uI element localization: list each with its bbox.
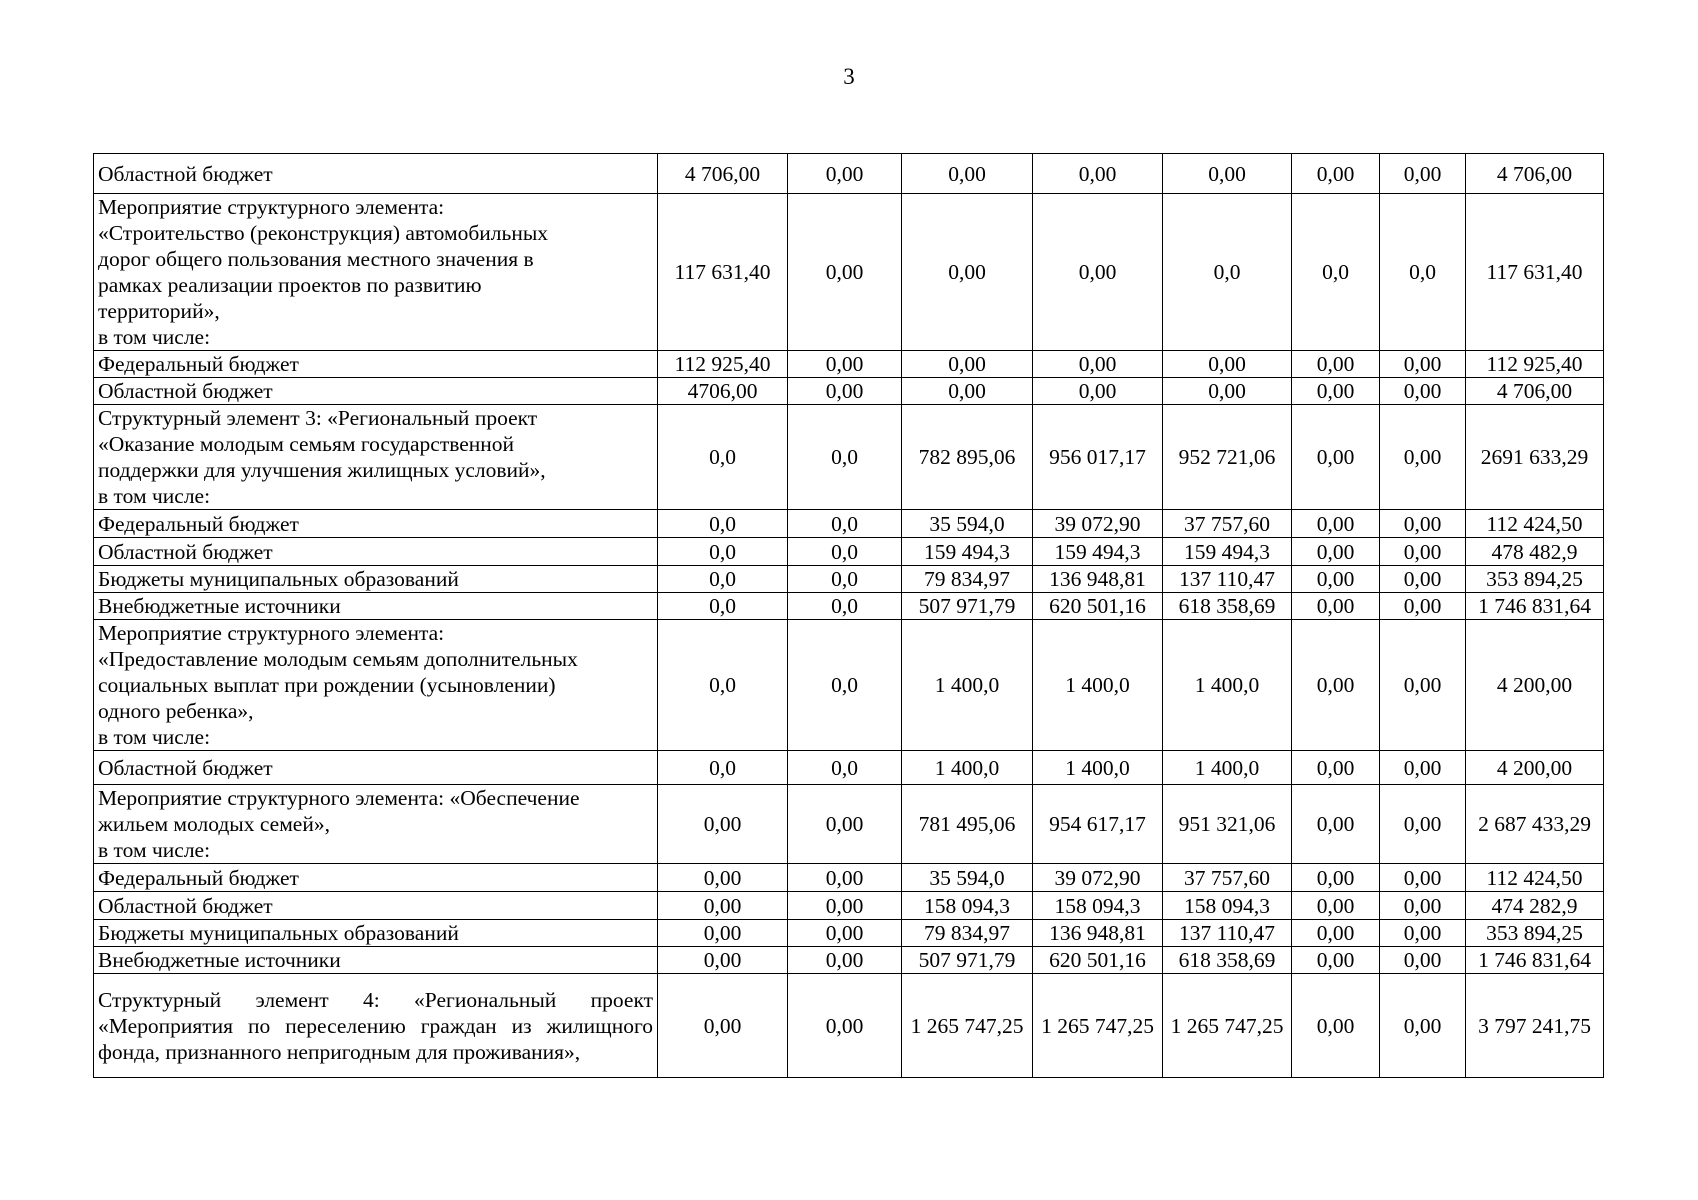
value-cell: 0,00: [1033, 351, 1163, 378]
value-cell: 507 971,79: [902, 947, 1033, 974]
value-cell: 0,00: [1380, 405, 1466, 510]
value-cell: 158 094,3: [1033, 892, 1163, 920]
value-cell: 474 282,9: [1466, 892, 1604, 920]
value-cell: 37 757,60: [1163, 510, 1292, 538]
value-cell: 0,00: [788, 892, 902, 920]
value-cell: 0,00: [788, 864, 902, 892]
value-cell: 0,00: [1292, 593, 1380, 620]
value-cell: 112 925,40: [658, 351, 788, 378]
value-cell: 0,00: [1292, 785, 1380, 864]
row-label: Областной бюджет: [94, 538, 658, 566]
value-cell: 0,00: [1380, 154, 1466, 194]
value-cell: 0,0: [788, 405, 902, 510]
value-cell: 0,00: [1292, 920, 1380, 947]
value-cell: 0,00: [788, 154, 902, 194]
value-cell: 0,00: [1292, 892, 1380, 920]
value-cell: 0,0: [658, 751, 788, 785]
budget-table: [93, 153, 1604, 1078]
value-cell: 0,00: [1292, 620, 1380, 751]
value-cell: 0,00: [788, 974, 902, 1078]
value-cell: 1 265 747,25: [902, 974, 1033, 1078]
value-cell: 0,0: [658, 538, 788, 566]
value-cell: 158 094,3: [902, 892, 1033, 920]
value-cell: 0,0: [658, 510, 788, 538]
row-label: Внебюджетные источники: [94, 947, 658, 974]
value-cell: 0,00: [1380, 593, 1466, 620]
value-cell: 0,00: [1380, 351, 1466, 378]
value-cell: 159 494,3: [902, 538, 1033, 566]
value-cell: 0,00: [1292, 566, 1380, 593]
value-cell: 1 400,0: [1033, 620, 1163, 751]
value-cell: 0,00: [1163, 154, 1292, 194]
value-cell: 4 200,00: [1466, 620, 1604, 751]
value-cell: 112 925,40: [1466, 351, 1604, 378]
value-cell: 0,00: [788, 947, 902, 974]
value-cell: 0,0: [788, 510, 902, 538]
table-row: [94, 751, 1604, 785]
table-row: [94, 566, 1604, 593]
row-label: Областной бюджет: [94, 751, 658, 785]
row-label: Бюджеты муниципальных образований: [94, 566, 658, 593]
value-cell: 0,00: [1380, 378, 1466, 405]
value-cell: 353 894,25: [1466, 920, 1604, 947]
value-cell: 0,0: [658, 566, 788, 593]
value-cell: 0,00: [658, 920, 788, 947]
row-label: Структурный элемент 4: «Региональный проект «Мероприятия по переселению граждан из жилищного фонда, признанного непригодным для проживания»,: [94, 974, 658, 1078]
value-cell: 79 834,97: [902, 920, 1033, 947]
value-cell: 0,00: [1292, 947, 1380, 974]
row-label: Мероприятие структурного элемента: «Обеспечение жильем молодых семей», в том числе:: [94, 785, 658, 864]
value-cell: 159 494,3: [1163, 538, 1292, 566]
table-row: [94, 405, 1604, 510]
row-label: Мероприятие структурного элемента: «Предоставление молодым семьям дополнительных социальных выплат при рождении (усыновлении) одного ребенка», в том числе:: [94, 620, 658, 751]
value-cell: 0,00: [1292, 538, 1380, 566]
value-cell: 0,00: [1380, 892, 1466, 920]
value-cell: 0,00: [1033, 194, 1163, 351]
value-cell: 478 482,9: [1466, 538, 1604, 566]
row-label: Областной бюджет: [94, 892, 658, 920]
value-cell: 0,0: [658, 620, 788, 751]
value-cell: 0,0: [1292, 194, 1380, 351]
value-cell: 0,00: [788, 351, 902, 378]
value-cell: 2691 633,29: [1466, 405, 1604, 510]
value-cell: 781 495,06: [902, 785, 1033, 864]
value-cell: 0,00: [788, 920, 902, 947]
value-cell: 39 072,90: [1033, 864, 1163, 892]
value-cell: 39 072,90: [1033, 510, 1163, 538]
value-cell: 0,00: [1380, 974, 1466, 1078]
value-cell: 951 321,06: [1163, 785, 1292, 864]
value-cell: 0,00: [658, 785, 788, 864]
value-cell: 0,00: [902, 351, 1033, 378]
value-cell: 0,0: [788, 751, 902, 785]
table-row: [94, 538, 1604, 566]
value-cell: 0,0: [788, 593, 902, 620]
value-cell: 0,00: [1033, 154, 1163, 194]
value-cell: 956 017,17: [1033, 405, 1163, 510]
value-cell: 4 200,00: [1466, 751, 1604, 785]
value-cell: 0,00: [1380, 864, 1466, 892]
value-cell: 4 706,00: [658, 154, 788, 194]
table-row: [94, 593, 1604, 620]
table-row: [94, 351, 1604, 378]
value-cell: 0,00: [1163, 351, 1292, 378]
value-cell: 37 757,60: [1163, 864, 1292, 892]
table-row: [94, 378, 1604, 405]
table-row: [94, 194, 1604, 351]
value-cell: 1 400,0: [902, 751, 1033, 785]
row-label: Федеральный бюджет: [94, 351, 658, 378]
value-cell: 136 948,81: [1033, 920, 1163, 947]
value-cell: 0,00: [1380, 947, 1466, 974]
value-cell: 1 400,0: [1163, 620, 1292, 751]
page-number: 3: [843, 64, 855, 89]
value-cell: 117 631,40: [658, 194, 788, 351]
table-row: [94, 947, 1604, 974]
value-cell: 137 110,47: [1163, 920, 1292, 947]
table-row: [94, 920, 1604, 947]
value-cell: 0,00: [788, 378, 902, 405]
value-cell: 0,00: [902, 194, 1033, 351]
value-cell: 0,00: [1380, 510, 1466, 538]
value-cell: 782 895,06: [902, 405, 1033, 510]
table-row: [94, 974, 1604, 1078]
value-cell: 0,00: [1380, 920, 1466, 947]
value-cell: 952 721,06: [1163, 405, 1292, 510]
row-label: Федеральный бюджет: [94, 864, 658, 892]
value-cell: 0,00: [788, 785, 902, 864]
value-cell: 2 687 433,29: [1466, 785, 1604, 864]
value-cell: 137 110,47: [1163, 566, 1292, 593]
value-cell: 620 501,16: [1033, 593, 1163, 620]
value-cell: 0,00: [1380, 566, 1466, 593]
value-cell: 1 400,0: [1033, 751, 1163, 785]
value-cell: 618 358,69: [1163, 947, 1292, 974]
value-cell: 117 631,40: [1466, 194, 1604, 351]
row-label: Бюджеты муниципальных образований: [94, 920, 658, 947]
table-row: [94, 864, 1604, 892]
value-cell: 954 617,17: [1033, 785, 1163, 864]
value-cell: 3 797 241,75: [1466, 974, 1604, 1078]
row-label: Областной бюджет: [94, 154, 658, 194]
value-cell: 0,00: [1292, 154, 1380, 194]
value-cell: 35 594,0: [902, 510, 1033, 538]
value-cell: 0,0: [788, 566, 902, 593]
value-cell: 136 948,81: [1033, 566, 1163, 593]
value-cell: 4706,00: [658, 378, 788, 405]
value-cell: 1 400,0: [1163, 751, 1292, 785]
value-cell: 0,00: [658, 892, 788, 920]
value-cell: 0,00: [902, 378, 1033, 405]
value-cell: 0,00: [658, 974, 788, 1078]
value-cell: 0,0: [1380, 194, 1466, 351]
value-cell: 0,00: [1380, 538, 1466, 566]
value-cell: 0,00: [1380, 785, 1466, 864]
value-cell: 0,00: [1292, 974, 1380, 1078]
row-label: Федеральный бюджет: [94, 510, 658, 538]
value-cell: 353 894,25: [1466, 566, 1604, 593]
value-cell: 1 265 747,25: [1163, 974, 1292, 1078]
value-cell: 79 834,97: [902, 566, 1033, 593]
value-cell: 0,00: [1163, 378, 1292, 405]
value-cell: 0,00: [1292, 405, 1380, 510]
value-cell: 620 501,16: [1033, 947, 1163, 974]
value-cell: 0,0: [788, 538, 902, 566]
value-cell: 0,00: [1292, 351, 1380, 378]
row-label: Областной бюджет: [94, 378, 658, 405]
table-row: [94, 510, 1604, 538]
value-cell: 0,00: [788, 194, 902, 351]
value-cell: 112 424,50: [1466, 864, 1604, 892]
value-cell: 112 424,50: [1466, 510, 1604, 538]
table-row: [94, 620, 1604, 751]
value-cell: 0,00: [658, 947, 788, 974]
value-cell: 4 706,00: [1466, 378, 1604, 405]
value-cell: 0,00: [658, 864, 788, 892]
row-label: Мероприятие структурного элемента: «Строительство (реконструкция) автомобильных дорог общего пользования местного значения в рамках реализации проектов по развитию территорий», в том числе:: [94, 194, 658, 351]
value-cell: 618 358,69: [1163, 593, 1292, 620]
value-cell: 1 265 747,25: [1033, 974, 1163, 1078]
table-row: [94, 892, 1604, 920]
value-cell: 1 746 831,64: [1466, 593, 1604, 620]
table-row: [94, 785, 1604, 864]
value-cell: 0,00: [1292, 864, 1380, 892]
value-cell: 1 400,0: [902, 620, 1033, 751]
value-cell: 159 494,3: [1033, 538, 1163, 566]
value-cell: 0,0: [658, 405, 788, 510]
value-cell: 35 594,0: [902, 864, 1033, 892]
value-cell: 0,00: [1292, 378, 1380, 405]
value-cell: 4 706,00: [1466, 154, 1604, 194]
value-cell: 1 746 831,64: [1466, 947, 1604, 974]
value-cell: 0,00: [1380, 620, 1466, 751]
value-cell: 507 971,79: [902, 593, 1033, 620]
value-cell: 0,0: [788, 620, 902, 751]
value-cell: 0,00: [1292, 510, 1380, 538]
value-cell: 0,00: [1292, 751, 1380, 785]
table-row: [94, 154, 1604, 194]
value-cell: 0,00: [902, 154, 1033, 194]
value-cell: 0,00: [1033, 378, 1163, 405]
value-cell: 0,0: [1163, 194, 1292, 351]
row-label: Структурный элемент 3: «Региональный проект «Оказание молодым семьям государственной поддержки для улучшения жилищных условий», в том числе:: [94, 405, 658, 510]
value-cell: 0,00: [1380, 751, 1466, 785]
row-label: Внебюджетные источники: [94, 593, 658, 620]
value-cell: 0,0: [658, 593, 788, 620]
value-cell: 158 094,3: [1163, 892, 1292, 920]
